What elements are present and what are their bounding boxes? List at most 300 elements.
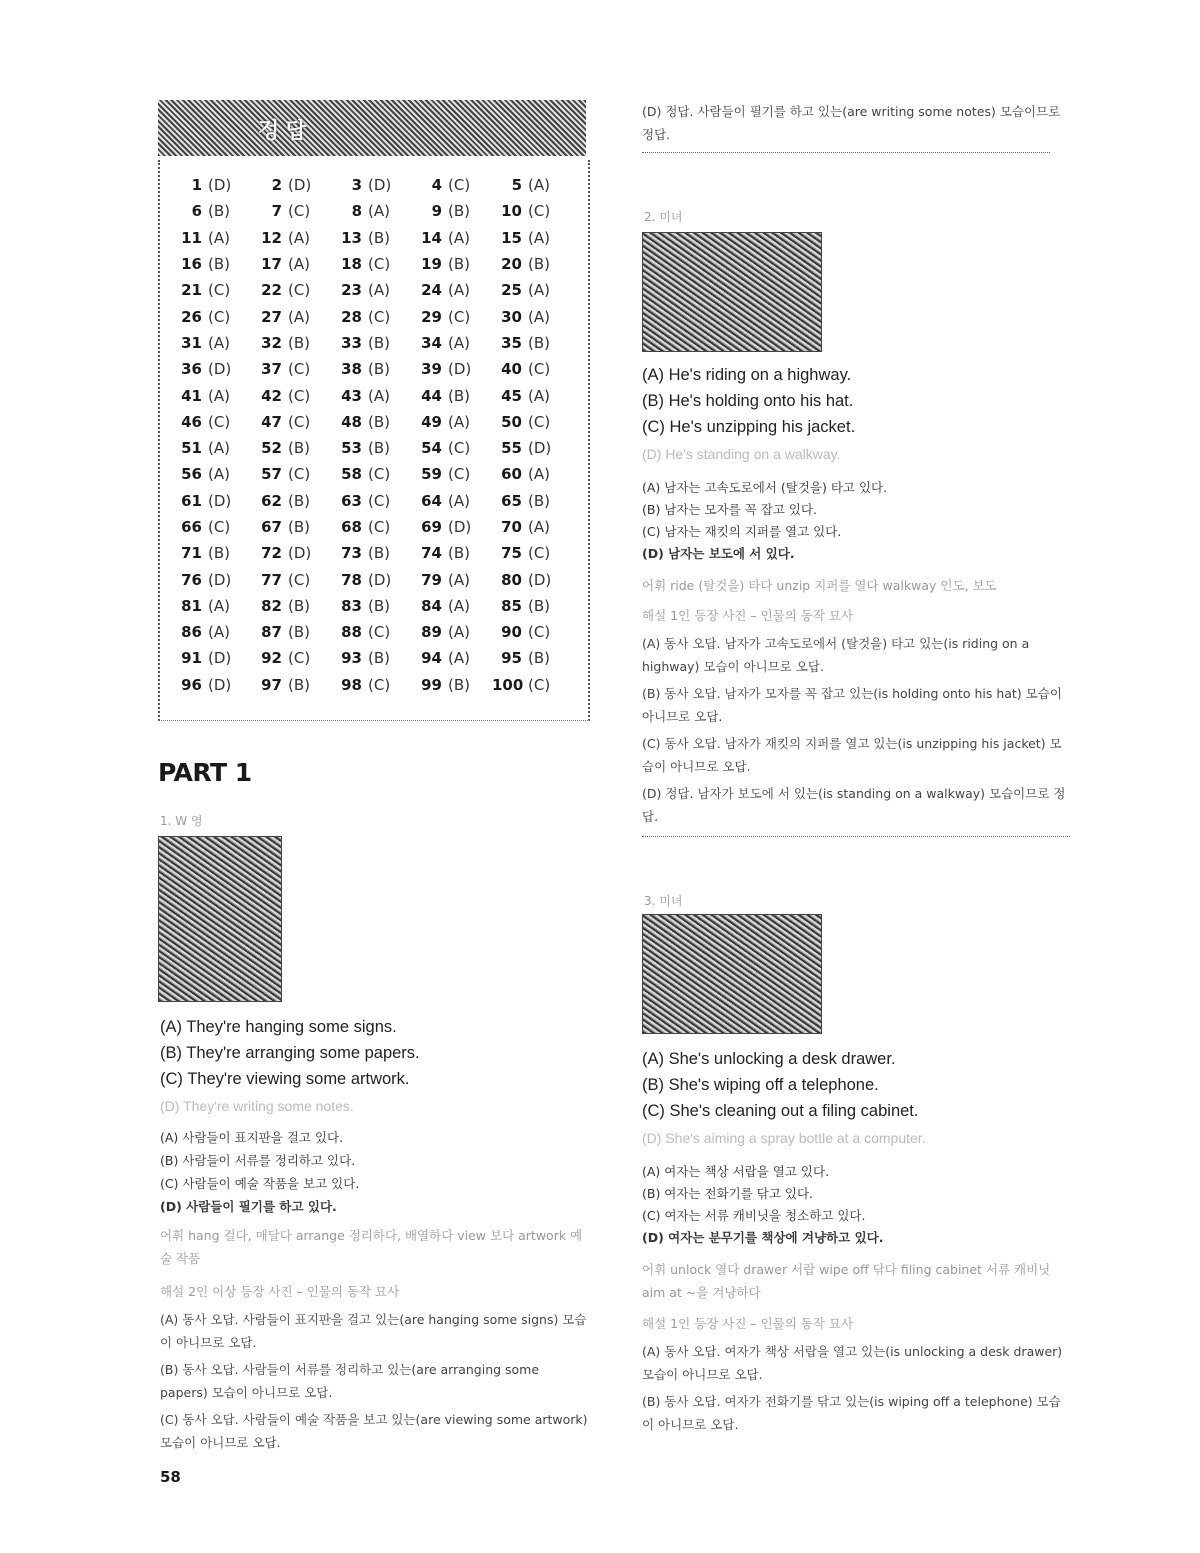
answer-key-item bbox=[252, 382, 332, 408]
answer-key-answer: (B) bbox=[448, 544, 470, 563]
answer-key-number: 70 bbox=[501, 518, 522, 536]
answer-key-number: 42 bbox=[261, 386, 282, 405]
answer-key-item bbox=[332, 645, 412, 671]
answer-key-item bbox=[252, 172, 332, 198]
q1-vocab: 어휘 hang 걸다, 매달다 arrange 정리하다, 배열하다 view 보다 artwork 예술 작품 bbox=[160, 1228, 583, 1266]
answer-key-grid bbox=[172, 172, 572, 698]
q2-option-b: (B) He's holding onto his hat. bbox=[642, 392, 854, 410]
answer-key-answer: (A) bbox=[448, 570, 470, 589]
q1-option-c: (C) They're viewing some artwork. bbox=[160, 1070, 410, 1088]
answer-key-answer: (B) bbox=[448, 255, 470, 274]
answer-key-item bbox=[492, 461, 572, 487]
answer-key-answer: (A) bbox=[528, 465, 550, 484]
q3-option-b: (B) She's wiping off a telephone. bbox=[642, 1076, 879, 1094]
answer-key-item bbox=[252, 409, 332, 435]
answer-key-item bbox=[412, 277, 492, 303]
question-3-photo bbox=[642, 914, 822, 1034]
q3-expl-b: (B) 동사 오답. 여자가 전화기를 닦고 있는(is wiping off a telephone) 모습이 아니므로 오답. bbox=[642, 1394, 1061, 1432]
answer-key-number: 18 bbox=[341, 255, 362, 274]
q2-expl-d: (D) 정답. 남자가 보도에 서 있는(is standing on a walkway) 모습이므로 정답. bbox=[642, 786, 1066, 824]
answer-key-answer: (C) bbox=[368, 307, 391, 326]
answer-key-item bbox=[172, 488, 252, 514]
answer-key-answer: (A) bbox=[528, 386, 550, 405]
answer-key-number: 3 bbox=[351, 176, 362, 195]
answer-key-number: 11 bbox=[181, 228, 202, 247]
answer-key-number: 15 bbox=[501, 228, 522, 247]
answer-key-number: 31 bbox=[181, 333, 202, 352]
q1-option-d: (D) They're writing some notes. bbox=[160, 1098, 354, 1114]
answer-key-item bbox=[252, 540, 332, 566]
answer-key-answer: (B) bbox=[368, 544, 390, 563]
answer-key-answer: (D) bbox=[288, 176, 312, 195]
answer-key-answer: (C) bbox=[368, 518, 391, 536]
answer-key-answer: (B) bbox=[528, 596, 550, 615]
answer-key-answer: (B) bbox=[208, 544, 230, 563]
answer-key-item bbox=[332, 303, 412, 329]
q1-korean-d: (D) 사람들이 필기를 하고 있다. bbox=[160, 1199, 337, 1214]
answer-key-number: 41 bbox=[181, 386, 202, 405]
answer-key-item bbox=[412, 330, 492, 356]
answer-key-answer: (B) bbox=[368, 649, 390, 668]
answer-key-number: 91 bbox=[181, 649, 202, 668]
q1-type: 해설 2인 이상 등장 사진 – 인물의 동작 묘사 bbox=[160, 1284, 400, 1299]
answer-key-item bbox=[492, 593, 572, 619]
answer-key-number: 75 bbox=[501, 544, 522, 563]
answer-key-answer: (B) bbox=[288, 675, 310, 694]
answer-key-answer: (C) bbox=[448, 176, 471, 195]
answer-key-item bbox=[412, 303, 492, 329]
answer-key-number: 33 bbox=[341, 333, 362, 352]
answer-key-number: 77 bbox=[261, 570, 282, 589]
answer-key-number: 88 bbox=[341, 623, 362, 642]
answer-key-number: 48 bbox=[341, 412, 362, 431]
answer-key-item bbox=[252, 672, 332, 698]
answer-key-number: 79 bbox=[421, 570, 442, 589]
answer-key-number: 34 bbox=[421, 333, 442, 352]
answer-key-item bbox=[172, 540, 252, 566]
answer-key-number: 6 bbox=[191, 202, 202, 221]
answer-key-item bbox=[412, 672, 492, 698]
answer-key-number: 87 bbox=[261, 623, 282, 642]
answer-key-answer: (B) bbox=[368, 333, 390, 352]
answer-key-answer: (C) bbox=[448, 307, 471, 326]
answer-key-item bbox=[172, 172, 252, 198]
answer-key-number: 49 bbox=[421, 412, 442, 431]
answer-key-answer: (A) bbox=[528, 176, 550, 195]
answer-key-answer: (B) bbox=[368, 228, 390, 247]
answer-key-answer: (A) bbox=[368, 386, 390, 405]
answer-key-number: 40 bbox=[501, 360, 522, 379]
answer-key-item bbox=[332, 330, 412, 356]
answer-key-item bbox=[172, 251, 252, 277]
answer-key-item bbox=[252, 593, 332, 619]
answer-key-answer: (A) bbox=[448, 649, 470, 668]
answer-key-number: 100 bbox=[492, 675, 524, 694]
answer-key-item bbox=[332, 172, 412, 198]
answer-key-item bbox=[172, 409, 252, 435]
answer-key-number: 86 bbox=[181, 623, 202, 642]
answer-key-answer: (D) bbox=[528, 570, 552, 589]
answer-key-answer: (A) bbox=[448, 281, 470, 300]
answer-key-item bbox=[412, 435, 492, 461]
answer-key-answer: (C) bbox=[208, 307, 231, 326]
answer-key-answer: (D) bbox=[528, 439, 552, 458]
answer-key-number: 22 bbox=[261, 281, 282, 300]
answer-key-number: 21 bbox=[181, 281, 202, 300]
answer-key-number: 36 bbox=[181, 360, 202, 379]
answer-key-number: 50 bbox=[501, 412, 522, 431]
answer-key-answer: (A) bbox=[528, 518, 550, 536]
answer-key-item bbox=[332, 672, 412, 698]
separator bbox=[642, 152, 1050, 153]
q3-korean-c: (C) 여자는 서류 캐비닛을 청소하고 있다. bbox=[642, 1208, 866, 1223]
answer-key-answer: (A) bbox=[288, 255, 310, 274]
answer-key-item bbox=[492, 566, 572, 592]
answer-key-answer: (C) bbox=[288, 202, 311, 221]
q2-expl-a: (A) 동사 오답. 남자가 고속도로에서 (탈것을) 타고 있는(is riding on a highway) 모습이 아니므로 오답. bbox=[642, 636, 1030, 674]
answer-key-item bbox=[332, 619, 412, 645]
answer-key-answer: (C) bbox=[528, 544, 551, 563]
answer-key-item bbox=[252, 514, 332, 540]
answer-key-answer: (C) bbox=[288, 360, 311, 379]
answer-key-item bbox=[492, 225, 572, 251]
answer-key-item bbox=[492, 198, 572, 224]
answer-key-answer: (C) bbox=[448, 439, 471, 458]
answer-key-item bbox=[412, 540, 492, 566]
q2-korean-c: (C) 남자는 재킷의 지퍼를 열고 있다. bbox=[642, 524, 842, 539]
answer-key-answer: (D) bbox=[208, 360, 232, 379]
answer-key-answer: (A) bbox=[448, 412, 470, 431]
answer-key-item bbox=[172, 566, 252, 592]
answer-key-answer: (D) bbox=[208, 491, 232, 510]
answer-key-number: 71 bbox=[181, 544, 202, 563]
answer-key-item bbox=[172, 435, 252, 461]
answer-key-answer: (D) bbox=[448, 360, 472, 379]
answer-key-answer: (B) bbox=[368, 412, 390, 431]
answer-key-answer: (B) bbox=[288, 439, 310, 458]
answer-key-number: 59 bbox=[421, 465, 442, 484]
answer-key-item bbox=[332, 356, 412, 382]
answer-key-item bbox=[252, 461, 332, 487]
answer-key-number: 92 bbox=[261, 649, 282, 668]
q2-korean-a: (A) 남자는 고속도로에서 (탈것을) 타고 있다. bbox=[642, 480, 888, 495]
q2-option-c: (C) He's unzipping his jacket. bbox=[642, 418, 856, 436]
answer-key-item bbox=[492, 435, 572, 461]
q2-type: 해설 1인 등장 사진 – 인물의 동작 묘사 bbox=[642, 608, 854, 623]
answer-key-number: 89 bbox=[421, 623, 442, 642]
answer-key-answer: (C) bbox=[288, 465, 311, 484]
answer-key-item bbox=[172, 461, 252, 487]
answer-key-item bbox=[172, 277, 252, 303]
answer-key-item bbox=[412, 514, 492, 540]
answer-key-answer: (C) bbox=[528, 675, 551, 694]
answer-key-answer: (D) bbox=[368, 570, 392, 589]
answer-key-number: 83 bbox=[341, 596, 362, 615]
answer-key-item bbox=[172, 356, 252, 382]
page-number: 58 bbox=[160, 1468, 181, 1486]
answer-key-answer: (A) bbox=[208, 623, 230, 642]
answer-key-item bbox=[492, 488, 572, 514]
answer-key-item bbox=[172, 198, 252, 224]
question-3-label: 3. 미녀 bbox=[644, 894, 683, 908]
q2-expl-c: (C) 동사 오답. 남자가 재킷의 지퍼를 열고 있는(is unzipping his jacket) 모습이 아니므로 오답. bbox=[642, 736, 1062, 774]
answer-key-item bbox=[412, 593, 492, 619]
answer-key-item bbox=[492, 330, 572, 356]
answer-key-item bbox=[492, 645, 572, 671]
answer-key-item bbox=[172, 514, 252, 540]
answer-key-number: 94 bbox=[421, 649, 442, 668]
part-title: PART 1 bbox=[158, 758, 252, 787]
answer-key-number: 66 bbox=[181, 518, 202, 536]
q3-korean-a: (A) 여자는 책상 서랍을 열고 있다. bbox=[642, 1164, 830, 1179]
answer-key-number: 80 bbox=[501, 570, 522, 589]
separator bbox=[642, 836, 1070, 837]
answer-key-number: 37 bbox=[261, 360, 282, 379]
answer-key-item bbox=[492, 514, 572, 540]
answer-key-answer: (B) bbox=[448, 202, 470, 221]
answer-key-answer: (B) bbox=[528, 333, 550, 352]
answer-key-number: 63 bbox=[341, 491, 362, 510]
answer-key-number: 85 bbox=[501, 596, 522, 615]
answer-key-item bbox=[332, 488, 412, 514]
answer-key-answer: (A) bbox=[208, 333, 230, 352]
answer-key-number: 93 bbox=[341, 649, 362, 668]
answer-key-item bbox=[172, 645, 252, 671]
q2-option-a: (A) He's riding on a highway. bbox=[642, 366, 852, 384]
answer-key-number: 38 bbox=[341, 360, 362, 379]
answer-key-number: 29 bbox=[421, 307, 442, 326]
answer-key-number: 97 bbox=[261, 675, 282, 694]
answer-key-item bbox=[492, 277, 572, 303]
question-1-photo bbox=[158, 836, 282, 1002]
q3-vocab: 어휘 unlock 열다 drawer 서랍 wipe off 닦다 filing cabinet 서류 캐비닛 aim at ~을 겨냥하다 bbox=[642, 1262, 1051, 1300]
answer-key-item bbox=[252, 277, 332, 303]
answer-key-answer: (B) bbox=[288, 623, 310, 642]
answer-key-header bbox=[158, 100, 586, 156]
question-2-photo bbox=[642, 232, 822, 352]
answer-key-title: 정답 bbox=[258, 119, 313, 144]
answer-key-item bbox=[492, 619, 572, 645]
answer-key-answer: (C) bbox=[368, 623, 391, 642]
answer-key-number: 76 bbox=[181, 570, 202, 589]
answer-key-item bbox=[172, 225, 252, 251]
answer-key-answer: (D) bbox=[208, 570, 232, 589]
answer-key-number: 95 bbox=[501, 649, 522, 668]
answer-key-number: 28 bbox=[341, 307, 362, 326]
answer-key-item bbox=[332, 251, 412, 277]
answer-key-item bbox=[172, 619, 252, 645]
answer-key-answer: (B) bbox=[368, 596, 390, 615]
answer-key-number: 61 bbox=[181, 491, 202, 510]
answer-key-answer: (A) bbox=[368, 281, 390, 300]
answer-key-item bbox=[252, 330, 332, 356]
answer-key-number: 82 bbox=[261, 596, 282, 615]
answer-key-answer: (A) bbox=[448, 333, 470, 352]
answer-key-item bbox=[412, 251, 492, 277]
answer-key-answer: (D) bbox=[448, 518, 472, 536]
answer-key-number: 2 bbox=[271, 176, 282, 195]
answer-key-answer: (A) bbox=[288, 228, 310, 247]
q1-expl-a: (A) 동사 오답. 사람들이 표지판을 걸고 있는(are hanging some signs) 모습이 아니므로 오답. bbox=[160, 1312, 587, 1350]
answer-key-answer: (D) bbox=[208, 649, 232, 668]
answer-key-number: 64 bbox=[421, 491, 442, 510]
answer-key-item bbox=[332, 435, 412, 461]
answer-key-number: 99 bbox=[421, 675, 442, 694]
answer-key-answer: (A) bbox=[208, 465, 230, 484]
answer-key-number: 73 bbox=[341, 544, 362, 563]
q3-type: 해설 1인 등장 사진 – 인물의 동작 묘사 bbox=[642, 1316, 854, 1331]
answer-key-answer: (A) bbox=[208, 596, 230, 615]
q3-expl-a: (A) 동사 오답. 여자가 책상 서랍을 열고 있는(is unlocking a desk drawer) 모습이 아니므로 오답. bbox=[642, 1344, 1063, 1382]
q3-option-d: (D) She's aiming a spray bottle at a computer. bbox=[642, 1130, 926, 1146]
answer-key-number: 65 bbox=[501, 491, 522, 510]
answer-key-answer: (D) bbox=[368, 176, 392, 195]
answer-key-answer: (A) bbox=[208, 439, 230, 458]
q2-korean-b: (B) 남자는 모자를 꼭 잡고 있다. bbox=[642, 502, 817, 517]
answer-key-answer: (B) bbox=[528, 649, 550, 668]
answer-key-item bbox=[332, 198, 412, 224]
answer-key-item bbox=[332, 461, 412, 487]
answer-key-item bbox=[252, 566, 332, 592]
q2-expl-b: (B) 동사 오답. 남자가 모자를 꼭 잡고 있는(is holding onto his hat) 모습이 아니므로 오답. bbox=[642, 686, 1062, 724]
answer-key-answer: (C) bbox=[208, 281, 231, 300]
answer-key-item bbox=[172, 382, 252, 408]
answer-key-answer: (C) bbox=[528, 623, 551, 642]
answer-key-number: 57 bbox=[261, 465, 282, 484]
answer-key-item bbox=[252, 645, 332, 671]
answer-key-number: 13 bbox=[341, 228, 362, 247]
answer-key-item bbox=[252, 251, 332, 277]
answer-key-answer: (C) bbox=[208, 412, 231, 431]
answer-key-answer: (A) bbox=[448, 623, 470, 642]
answer-key-number: 84 bbox=[421, 596, 442, 615]
answer-key-number: 5 bbox=[511, 176, 522, 195]
answer-key-item bbox=[332, 409, 412, 435]
answer-key-answer: (C) bbox=[528, 202, 551, 221]
answer-key-number: 68 bbox=[341, 518, 362, 536]
answer-key-item bbox=[412, 409, 492, 435]
q3-option-a: (A) She's unlocking a desk drawer. bbox=[642, 1050, 896, 1068]
answer-key-number: 30 bbox=[501, 307, 522, 326]
answer-key-answer: (C) bbox=[528, 360, 551, 379]
answer-key-answer: (B) bbox=[528, 491, 550, 510]
answer-key-item bbox=[252, 619, 332, 645]
answer-key-item bbox=[492, 382, 572, 408]
answer-key-number: 55 bbox=[501, 439, 522, 458]
answer-key-number: 72 bbox=[261, 544, 282, 563]
answer-key-number: 10 bbox=[501, 202, 522, 221]
answer-key-number: 32 bbox=[261, 333, 282, 352]
answer-key-answer: (A) bbox=[528, 281, 550, 300]
q2-korean-d: (D) 남자는 보도에 서 있다. bbox=[642, 546, 795, 561]
answer-key-number: 60 bbox=[501, 465, 522, 484]
answer-key-item bbox=[172, 593, 252, 619]
answer-key-answer: (C) bbox=[288, 281, 311, 300]
answer-key-answer: (C) bbox=[208, 518, 231, 536]
q2-vocab: 어휘 ride (탈것을) 타다 unzip 지퍼를 열다 walkway 인도, 보도 bbox=[642, 578, 997, 593]
answer-key-item bbox=[492, 540, 572, 566]
answer-key-item bbox=[332, 540, 412, 566]
question-2-label: 2. 미녀 bbox=[644, 210, 683, 224]
answer-key-item bbox=[412, 488, 492, 514]
answer-key-number: 14 bbox=[421, 228, 442, 247]
q1-expl-c: (C) 동사 오답. 사람들이 예술 작품을 보고 있는(are viewing some artwork) 모습이 아니므로 오답. bbox=[160, 1412, 588, 1450]
answer-key-answer: (C) bbox=[288, 412, 311, 431]
answer-key-item bbox=[412, 566, 492, 592]
q1-option-a: (A) They're hanging some signs. bbox=[160, 1018, 397, 1036]
answer-key-item bbox=[332, 225, 412, 251]
answer-key-answer: (C) bbox=[448, 465, 471, 484]
answer-key-number: 20 bbox=[501, 255, 522, 274]
answer-key-number: 12 bbox=[261, 228, 282, 247]
answer-key-answer: (A) bbox=[528, 228, 550, 247]
answer-key-item bbox=[412, 198, 492, 224]
answer-key-number: 54 bbox=[421, 439, 442, 458]
answer-key-number: 17 bbox=[261, 255, 282, 274]
answer-key-answer: (C) bbox=[288, 386, 311, 405]
answer-key-answer: (B) bbox=[528, 255, 550, 274]
answer-key-item bbox=[172, 303, 252, 329]
answer-key-number: 39 bbox=[421, 360, 442, 379]
answer-key-number: 98 bbox=[341, 675, 362, 694]
answer-key-number: 19 bbox=[421, 255, 442, 274]
answer-key-answer: (C) bbox=[288, 570, 311, 589]
answer-key-number: 52 bbox=[261, 439, 282, 458]
answer-key-item bbox=[492, 303, 572, 329]
answer-key-item bbox=[252, 225, 332, 251]
answer-key-number: 96 bbox=[181, 675, 202, 694]
answer-key-item bbox=[332, 566, 412, 592]
answer-key-answer: (B) bbox=[208, 255, 230, 274]
answer-key-number: 47 bbox=[261, 412, 282, 431]
answer-key-answer: (A) bbox=[368, 202, 390, 221]
answer-key-answer: (D) bbox=[288, 544, 312, 563]
answer-key-item bbox=[412, 645, 492, 671]
answer-key-number: 23 bbox=[341, 281, 362, 300]
answer-key-answer: (B) bbox=[368, 439, 390, 458]
answer-key-number: 4 bbox=[431, 176, 442, 195]
answer-key-number: 58 bbox=[341, 465, 362, 484]
answer-key-number: 43 bbox=[341, 386, 362, 405]
answer-key-item bbox=[492, 672, 572, 698]
q2-option-d: (D) He's standing on a walkway. bbox=[642, 446, 841, 462]
answer-key-answer: (A) bbox=[288, 307, 310, 326]
q1-expl-d: (D) 정답. 사람들이 필기를 하고 있는(are writing some notes) 모습이므로 정답. bbox=[642, 104, 1061, 142]
answer-key-answer: (C) bbox=[528, 412, 551, 431]
answer-key-number: 45 bbox=[501, 386, 522, 405]
question-1-label: 1. W 영 bbox=[160, 814, 203, 828]
answer-key-number: 9 bbox=[431, 202, 442, 221]
answer-key-number: 8 bbox=[351, 202, 362, 221]
answer-key-item bbox=[332, 382, 412, 408]
answer-key-number: 16 bbox=[181, 255, 202, 274]
answer-key-item bbox=[412, 356, 492, 382]
answer-key-answer: (C) bbox=[368, 675, 391, 694]
answer-key-item bbox=[252, 303, 332, 329]
answer-key-answer: (B) bbox=[288, 333, 310, 352]
answer-key-item bbox=[412, 461, 492, 487]
answer-key-answer: (C) bbox=[368, 465, 391, 484]
answer-key-item bbox=[412, 382, 492, 408]
q1-korean-c: (C) 사람들이 예술 작품을 보고 있다. bbox=[160, 1176, 360, 1191]
answer-key-answer: (B) bbox=[448, 675, 470, 694]
answer-key-answer: (B) bbox=[288, 596, 310, 615]
answer-key-number: 81 bbox=[181, 596, 202, 615]
answer-key-item bbox=[412, 619, 492, 645]
answer-key-item bbox=[492, 409, 572, 435]
q1-korean-a: (A) 사람들이 표지판을 걸고 있다. bbox=[160, 1130, 344, 1145]
q3-korean-b: (B) 여자는 전화기를 닦고 있다. bbox=[642, 1186, 814, 1201]
